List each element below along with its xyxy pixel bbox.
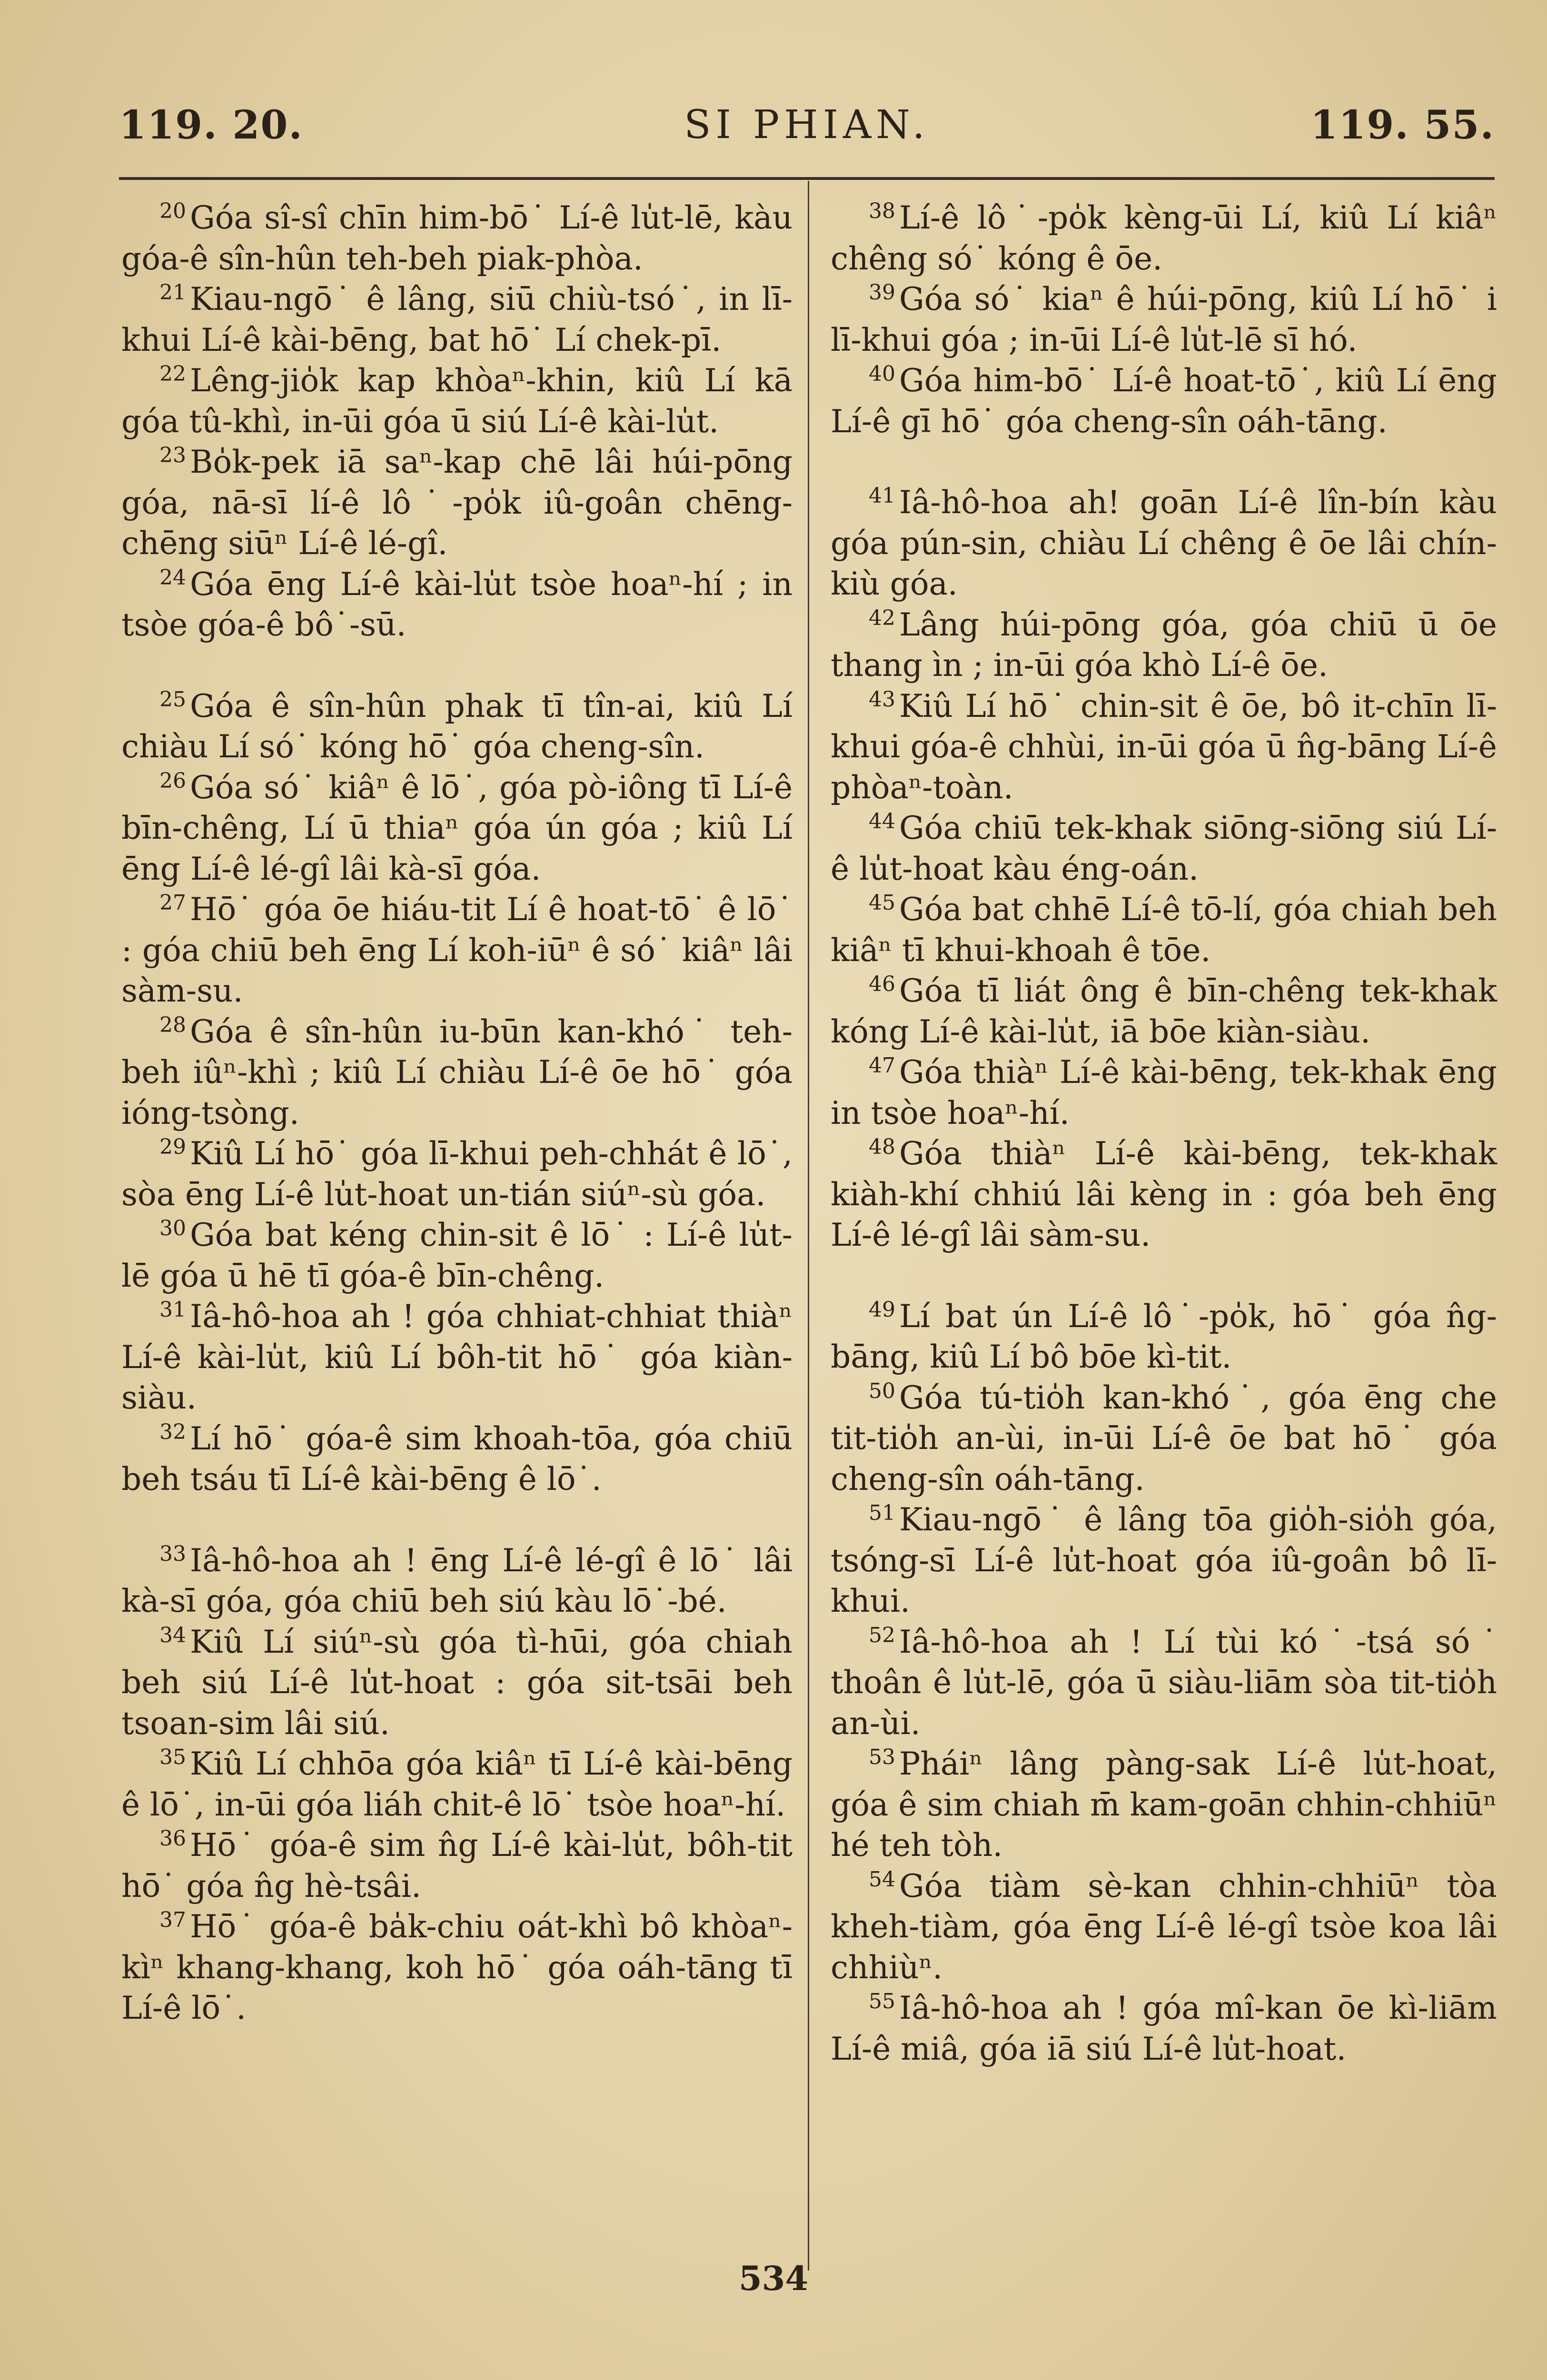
verse-text: Hō˙ góa ōe hiáu-tit Lí ê hoat-tō˙ ê lō˙ : góa chiū beh ēng Lí koh-iūⁿ ê só˙ kiâⁿ lâi sàm-su. (121, 891, 793, 1009)
verse (121, 1622, 793, 1744)
verse-number: 34 (159, 1623, 186, 1647)
verse (831, 360, 1497, 442)
header-left-reference: 119. 20. (119, 102, 303, 148)
verse-number: 49 (869, 1297, 895, 1322)
verse-number: 28 (159, 1012, 186, 1037)
verse (831, 1133, 1497, 1256)
verse-text: Góa bat chhē Lí-ê tō-lí, góa chiah beh kiâⁿ tī khui-khoah ê tōe. (831, 891, 1497, 969)
verse-text: Góa tiàm sè-kan chhin-chhiūⁿ tòa kheh-tiàm, góa ēng Lí-ê lé-gî tsòe koa lâi chhiùⁿ. (831, 1867, 1497, 1986)
verse-text: Hō˙ góa-ê sim n̂g Lí-ê kài-lu̍t, bôh-tit hō˙ góa n̂g hè-tsâi. (121, 1827, 793, 1904)
verse (121, 1744, 793, 1825)
verse-number: 41 (869, 484, 895, 508)
verse (121, 1825, 793, 1906)
verse (121, 1133, 793, 1215)
verse-text: Kiau-ngō˙ ê lâng tōa gio̍h-sio̍h góa, tsóng-sī Lí-ê lu̍t-hoat góa iû-goân bô lī-khui. (831, 1501, 1497, 1619)
verse (831, 1988, 1497, 2069)
header-rule (119, 177, 1495, 180)
verse (831, 1296, 1497, 1378)
verse-number: 45 (869, 891, 895, 915)
verse (121, 564, 793, 645)
verse (121, 442, 793, 564)
verse-text: Góa ê sîn-hûn phak tī tîn-ai, kiû Lí chiàu Lí só˙ kóng hō˙ góa cheng-sîn. (121, 687, 793, 765)
verse-number: 36 (159, 1826, 186, 1851)
verse-number: 48 (869, 1135, 895, 1159)
verse-number: 20 (159, 199, 186, 223)
verse-text: Pháiⁿ lâng pàng-sak Lí-ê lu̍t-hoat, góa ê sim chiah m̄ kam-goān chhin-chhiūⁿ hé teh tòh. (831, 1745, 1497, 1864)
verse-number: 26 (159, 768, 186, 793)
verse (121, 889, 793, 1012)
verse-number: 22 (159, 362, 186, 386)
verse (121, 1215, 793, 1296)
verse-number: 54 (869, 1867, 895, 1892)
verse (831, 605, 1497, 686)
verse-number: 53 (869, 1745, 895, 1769)
verse-number: 55 (869, 1989, 895, 2013)
verse-text: Iâ-hô-hoa ah ! ēng Lí-ê lé-gî ê lō˙ lâi kà-sī góa, góa chiū beh siú kàu lō˙-bé. (121, 1542, 793, 1619)
verse (831, 1499, 1497, 1622)
verse-number: 29 (159, 1135, 186, 1159)
verse-number: 46 (869, 972, 895, 996)
verse-text: Góa thiàⁿ Lí-ê kài-bēng, tek-khak ēng in tsòe hoaⁿ-hí. (831, 1054, 1497, 1131)
verse-number: 51 (869, 1501, 895, 1525)
verse (831, 1378, 1497, 1500)
verse (831, 1622, 1497, 1744)
verse-number: 25 (159, 687, 186, 712)
verse (121, 360, 793, 442)
verse-number: 27 (159, 891, 186, 915)
verse-number: 31 (159, 1298, 186, 1322)
verse (831, 1866, 1497, 1988)
verse-number: 42 (869, 605, 895, 630)
verse-number: 39 (869, 280, 895, 305)
left-column (121, 198, 793, 2029)
header-right-reference: 119. 55. (1310, 102, 1495, 148)
verse-number: 43 (869, 687, 895, 712)
verse-text: Kiû Lí hō˙ góa lī-khui peh-chhát ê lō˙, sòa ēng Lí-ê lu̍t-hoat un-tián siúⁿ-sù góa. (121, 1135, 793, 1213)
column-divider (808, 181, 809, 2271)
header-book-title: SI PHIAN. (684, 102, 930, 148)
verse-text: Lí-ê lô˙-po̍k kèng-ūi Lí, kiû Lí kiâⁿ chêng só˙ kóng ê ōe. (831, 199, 1497, 277)
verse (121, 767, 793, 890)
verse (831, 686, 1497, 808)
verse-number: 38 (869, 199, 895, 223)
verse-text: Hō˙ góa-ê ba̍k-chiu oát-khì bô khòaⁿ-kìⁿ khang-khang, koh hō˙ góa oáh-tāng tī Lí-ê lō˙. (121, 1908, 793, 2026)
running-header (119, 102, 1495, 155)
verse (121, 1540, 793, 1622)
verse-text: Góa tú-tio̍h kan-khó˙, góa ēng che tit-tio̍h an-ùi, in-ūi Lí-ê ōe bat hō˙ góa cheng-sîn oáh-tāng. (831, 1379, 1497, 1497)
verse-text: Kiû Lí hō˙ chin-sit ê ōe, bô it-chīn lī-khui góa-ê chhùi, in-ūi góa ū n̂g-bāng Lí-ê phòaⁿ-toàn. (831, 687, 1497, 806)
verse-text: Lêng-jio̍k kap khòaⁿ-khin, kiû Lí kā góa tû-khì, in-ūi góa ū siú Lí-ê kài-lu̍t. (121, 362, 793, 440)
verse-text: Lí bat ún Lí-ê lô˙-po̍k, hō˙ góa n̂g-bāng, kiû Lí bô bōe kì-tit. (831, 1298, 1497, 1375)
verse-text: Iâ-hô-hoa ah ! góa mî-kan ōe kì-liām Lí-ê miâ, góa iā siú Lí-ê lu̍t-hoat. (831, 1990, 1497, 2067)
verse (831, 279, 1497, 360)
verse-text: Góa ēng Lí-ê kài-lu̍t tsòe hoaⁿ-hí ; in tsòe góa-ê bô˙-sū. (121, 565, 793, 643)
verse-text: Lí hō˙ góa-ê sim khoah-tōa, góa chiū beh tsáu tī Lí-ê kài-bēng ê lō˙. (121, 1420, 793, 1497)
right-column (831, 198, 1497, 2069)
verse (831, 198, 1497, 279)
verse (831, 1052, 1497, 1133)
verse-text: Góa só˙ kiaⁿ ê húi-pōng, kiû Lí hō˙ i lī-khui góa ; in-ūi Lí-ê lu̍t-lē sī hó. (831, 281, 1497, 358)
verse-text: Góa thiàⁿ Lí-ê kài-bēng, tek-khak kiàh-khí chhiú lâi kèng in : góa beh ēng Lí-ê lé-gî lâi sàm-su. (831, 1135, 1497, 1253)
verse-number: 24 (159, 565, 186, 590)
verse-number: 52 (869, 1623, 895, 1647)
verse (121, 1012, 793, 1134)
verse-text: Bo̍k-pek iā saⁿ-kap chē lâi húi-pōng góa, nā-sī lí-ê lô˙-po̍k iû-goân chēng-chēng siūⁿ Lí-ê lé-gî. (121, 444, 793, 562)
verse-number: 40 (869, 362, 895, 386)
verse (121, 1906, 793, 2029)
verse (121, 686, 793, 767)
verse (831, 1744, 1497, 1866)
verse-number: 37 (159, 1908, 186, 1932)
verse-text: Góa tī liát ông ê bīn-chêng tek-khak kóng Lí-ê kài-lu̍t, iā bōe kiàn-siàu. (831, 972, 1497, 1050)
verse-text: Iâ-hô-hoa ah! goān Lí-ê lîn-bín kàu góa pún-sin, chiàu Lí chêng ê ōe lâi chín-kiù góa. (831, 484, 1497, 602)
verse-text: Kiû Lí siúⁿ-sù góa tì-hūi, góa chiah beh siú Lí-ê lu̍t-hoat : góa sit-tsāi beh tsoan-sim lâi siú. (121, 1623, 793, 1742)
verse-text: Góa him-bō˙ Lí-ê hoat-tō˙, kiû Lí ēng Lí-ê gī hō˙ góa cheng-sîn oáh-tāng. (831, 362, 1497, 440)
verse-number: 23 (159, 443, 186, 467)
verse-text: Kiau-ngō˙ ê lâng, siū chiù-tsó˙, in lī-khui Lí-ê kài-bēng, bat hō˙ Lí chek-pī. (121, 281, 793, 358)
verse-text: Góa bat kéng chin-sit ê lō˙ : Lí-ê lu̍t-lē góa ū hē tī góa-ê bīn-chêng. (121, 1217, 793, 1294)
verse (831, 971, 1497, 1052)
verse (121, 279, 793, 360)
verse-number: 44 (869, 809, 895, 833)
verse (831, 482, 1497, 605)
verse (121, 1296, 793, 1418)
verse (831, 808, 1497, 889)
verse-text: Iâ-hô-hoa ah ! Lí tùi kó˙-tsá só˙ thoân ê lu̍t-lē, góa ū siàu-liām sòa tit-tio̍h an-ùi. (831, 1623, 1497, 1742)
verse-text: Góa só˙ kiâⁿ ê lō˙, góa pò-iông tī Lí-ê bīn-chêng, Lí ū thiaⁿ góa ún góa ; kiû Lí ēng Lí-ê lé-gî lâi kà-sī góa. (121, 769, 793, 887)
verse-number: 32 (159, 1419, 186, 1444)
verse-text: Góa ê sîn-hûn iu-būn kan-khó˙ teh-beh iûⁿ-khì ; kiû Lí chiàu Lí-ê ōe hō˙ góa ióng-tsòng. (121, 1013, 793, 1131)
verse-number: 50 (869, 1378, 895, 1403)
verse-number: 30 (159, 1216, 186, 1240)
verse (831, 889, 1497, 971)
verse-number: 21 (159, 280, 186, 305)
verse-number: 35 (159, 1745, 186, 1769)
verse-text: Góa sî-sî chīn him-bō˙ Lí-ê lu̍t-lē, kàu góa-ê sîn-hûn teh-beh piak-phòa. (121, 199, 793, 277)
verse-text: Lâng húi-pōng góa, góa chiū ū ōe thang ìn ; in-ūi góa khò Lí-ê ōe. (831, 606, 1497, 684)
verse-text: Iâ-hô-hoa ah ! góa chhiat-chhiat thiàⁿ Lí-ê kài-lu̍t, kiû Lí bôh-tit hō˙ góa kiàn-siàu. (121, 1298, 793, 1416)
verse-text: Kiû Lí chhōa góa kiâⁿ tī Lí-ê kài-bēng ê lō˙, in-ūi góa liáh chit-ê lō˙ tsòe hoaⁿ-hí. (121, 1745, 793, 1823)
verse-text: Góa chiū tek-khak siōng-siōng siú Lí-ê lu̍t-hoat kàu éng-oán. (831, 810, 1497, 887)
verse-number: 33 (159, 1541, 186, 1566)
verse (121, 1418, 793, 1500)
verse-number: 47 (869, 1053, 895, 1078)
verse (121, 198, 793, 279)
page-number: 534 (738, 2259, 809, 2298)
